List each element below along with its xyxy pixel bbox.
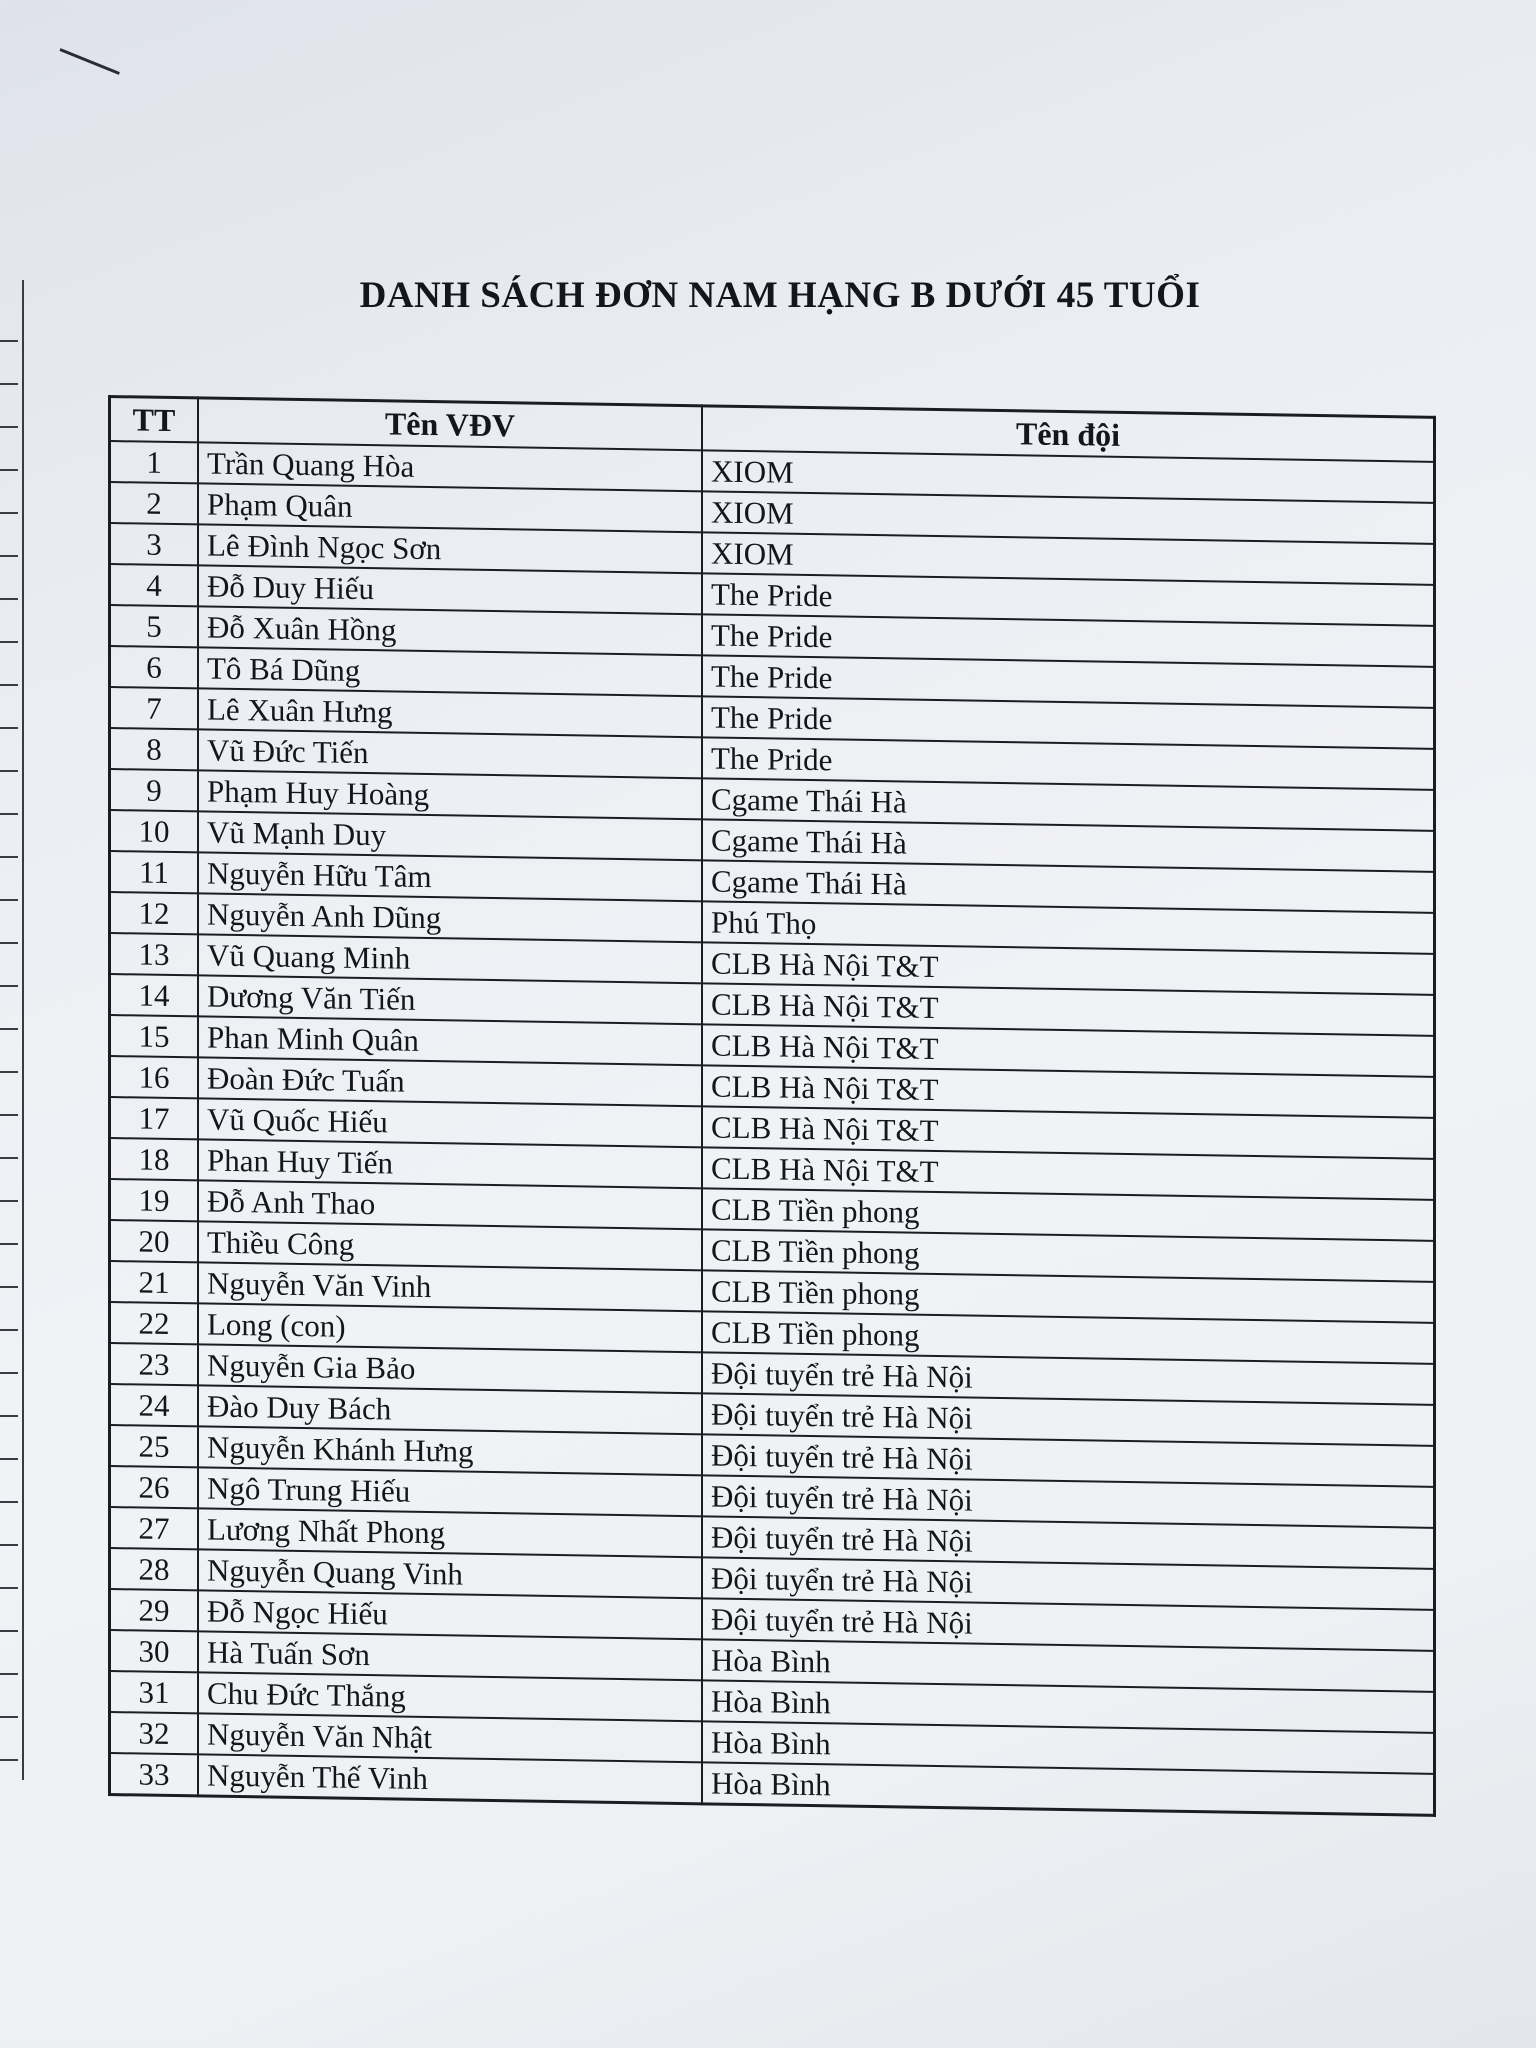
row-number: 6	[110, 646, 199, 688]
team-name: CLB Hà Nội T&T	[702, 1024, 1435, 1077]
team-name: CLB Tiền phong	[702, 1311, 1435, 1364]
athlete-name: Nguyễn Khánh Hưng	[198, 1426, 702, 1475]
row-number: 7	[110, 687, 199, 729]
edge-tick	[0, 555, 18, 557]
athlete-name: Đỗ Anh Thao	[198, 1180, 702, 1229]
athlete-name: Vũ Quang Minh	[198, 934, 702, 983]
row-number: 2	[110, 482, 199, 524]
team-name: Hòa Bình	[702, 1639, 1435, 1692]
edge-tick	[0, 598, 18, 600]
roster-table-wrapper	[108, 395, 1436, 1817]
athlete-name: Nguyễn Văn Nhật	[198, 1713, 702, 1762]
team-name: Đội tuyển trẻ Hà Nội	[702, 1557, 1435, 1610]
edge-tick	[0, 856, 18, 858]
row-number: 19	[110, 1179, 199, 1221]
row-number: 24	[110, 1384, 199, 1426]
athlete-name: Lê Xuân Hưng	[198, 688, 702, 737]
athlete-name: Đỗ Xuân Hồng	[198, 606, 702, 655]
team-name: The Pride	[702, 573, 1435, 626]
header-tt: TT	[110, 397, 199, 443]
edge-tick	[0, 684, 18, 686]
edge-tick	[0, 1114, 18, 1116]
edge-tick	[0, 1200, 18, 1202]
athlete-name: Vũ Mạnh Duy	[198, 811, 702, 860]
edge-tick	[0, 1243, 18, 1245]
edge-tick	[0, 1716, 18, 1718]
row-number: 32	[110, 1712, 199, 1754]
team-name: Cgame Thái Hà	[702, 778, 1435, 831]
edge-tick	[0, 1372, 18, 1374]
athlete-name: Nguyễn Văn Vinh	[198, 1262, 702, 1311]
team-name: Đội tuyển trẻ Hà Nội	[702, 1475, 1435, 1528]
athlete-name: Đào Duy Bách	[198, 1385, 702, 1434]
row-number: 13	[110, 933, 199, 975]
edge-tick	[0, 1028, 18, 1030]
row-number: 33	[110, 1753, 199, 1796]
row-number: 29	[110, 1589, 199, 1631]
row-number: 26	[110, 1466, 199, 1508]
row-number: 16	[110, 1056, 199, 1098]
edge-tick	[0, 813, 18, 815]
athlete-name: Vũ Quốc Hiếu	[198, 1098, 702, 1147]
team-name: Đội tuyển trẻ Hà Nội	[702, 1516, 1435, 1569]
row-number: 25	[110, 1425, 199, 1467]
row-number: 1	[110, 441, 199, 483]
edge-tick	[0, 1673, 18, 1675]
team-name: CLB Hà Nội T&T	[702, 1065, 1435, 1118]
team-name: XIOM	[702, 532, 1435, 585]
edge-tick	[0, 1501, 18, 1503]
edge-tick	[0, 383, 18, 385]
athlete-name: Nguyễn Hữu Tâm	[198, 852, 702, 901]
edge-tick	[0, 1329, 18, 1331]
athlete-name: Phan Huy Tiến	[198, 1139, 702, 1188]
athlete-name: Thiều Công	[198, 1221, 702, 1270]
team-name: Đội tuyển trẻ Hà Nội	[702, 1598, 1435, 1651]
header-team-name: Tên đội	[702, 406, 1435, 462]
header-athlete-name: Tên VĐV	[198, 398, 702, 450]
edge-tick	[0, 1544, 18, 1546]
edge-tick	[0, 340, 18, 342]
row-number: 23	[110, 1343, 199, 1385]
row-number: 10	[110, 810, 199, 852]
row-number: 3	[110, 523, 199, 565]
edge-tick	[0, 1071, 18, 1073]
team-name: XIOM	[702, 450, 1435, 503]
row-number: 18	[110, 1138, 199, 1180]
team-name: Đội tuyển trẻ Hà Nội	[702, 1352, 1435, 1405]
row-number: 20	[110, 1220, 199, 1262]
athlete-name: Chu Đức Thắng	[198, 1672, 702, 1721]
athlete-name: Phạm Quân	[198, 483, 702, 532]
row-number: 27	[110, 1507, 199, 1549]
athlete-name: Trần Quang Hòa	[198, 442, 702, 491]
edge-tick	[0, 1587, 18, 1589]
athlete-name: Nguyễn Thế Vinh	[198, 1754, 702, 1803]
row-number: 21	[110, 1261, 199, 1303]
athlete-name: Nguyễn Quang Vinh	[198, 1549, 702, 1598]
team-name: Hòa Bình	[702, 1680, 1435, 1733]
athlete-name: Vũ Đức Tiến	[198, 729, 702, 778]
team-name: Phú Thọ	[702, 901, 1435, 954]
team-name: The Pride	[702, 696, 1435, 749]
team-name: CLB Tiền phong	[702, 1270, 1435, 1323]
athlete-name: Hà Tuấn Sơn	[198, 1631, 702, 1680]
row-number: 15	[110, 1015, 199, 1057]
athlete-name: Ngô Trung Hiếu	[198, 1467, 702, 1516]
edge-tick	[0, 1415, 18, 1417]
team-name: CLB Tiền phong	[702, 1188, 1435, 1241]
edge-tick	[0, 1630, 18, 1632]
edge-tick	[0, 512, 18, 514]
team-name: CLB Tiền phong	[702, 1229, 1435, 1282]
row-number: 22	[110, 1302, 199, 1344]
edge-tick	[0, 727, 18, 729]
athlete-name: Đỗ Duy Hiếu	[198, 565, 702, 614]
team-name: The Pride	[702, 737, 1435, 790]
edge-tick	[0, 426, 18, 428]
team-name: Hòa Bình	[702, 1721, 1435, 1774]
athlete-name: Đỗ Ngọc Hiếu	[198, 1590, 702, 1639]
athlete-name: Phạm Huy Hoàng	[198, 770, 702, 819]
team-name: CLB Hà Nội T&T	[702, 1147, 1435, 1200]
team-name: XIOM	[702, 491, 1435, 544]
team-name: Cgame Thái Hà	[702, 860, 1435, 913]
row-number: 31	[110, 1671, 199, 1713]
athlete-name: Lương Nhất Phong	[198, 1508, 702, 1557]
edge-tick	[0, 942, 18, 944]
athlete-name: Phan Minh Quân	[198, 1016, 702, 1065]
row-number: 4	[110, 564, 199, 606]
athlete-name: Tô Bá Dũng	[198, 647, 702, 696]
team-name: Đội tuyển trẻ Hà Nội	[702, 1434, 1435, 1487]
athlete-name: Long (con)	[198, 1303, 702, 1352]
team-name: Hòa Bình	[702, 1762, 1435, 1815]
row-number: 17	[110, 1097, 199, 1139]
team-name: The Pride	[702, 614, 1435, 667]
edge-tick	[0, 1759, 18, 1761]
team-name: Đội tuyển trẻ Hà Nội	[702, 1393, 1435, 1446]
row-number: 8	[110, 728, 199, 770]
athlete-name: Lê Đình Ngọc Sơn	[198, 524, 702, 573]
row-number: 14	[110, 974, 199, 1016]
edge-tick	[0, 1286, 18, 1288]
row-number: 30	[110, 1630, 199, 1672]
edge-tick	[0, 985, 18, 987]
row-number: 9	[110, 769, 199, 811]
row-number: 28	[110, 1548, 199, 1590]
edge-tick	[0, 899, 18, 901]
row-number: 12	[110, 892, 199, 934]
underlying-page-edge	[0, 280, 24, 1780]
athlete-name: Nguyễn Anh Dũng	[198, 893, 702, 942]
row-number: 11	[110, 851, 199, 893]
athlete-name: Đoàn Đức Tuấn	[198, 1057, 702, 1106]
team-name: CLB Hà Nội T&T	[702, 942, 1435, 995]
athlete-name: Dương Văn Tiến	[198, 975, 702, 1024]
edge-tick	[0, 770, 18, 772]
edge-tick	[0, 641, 18, 643]
pen-mark	[59, 48, 119, 75]
team-name: CLB Hà Nội T&T	[702, 983, 1435, 1036]
team-name: Cgame Thái Hà	[702, 819, 1435, 872]
athlete-name: Nguyễn Gia Bảo	[198, 1344, 702, 1393]
edge-tick	[0, 469, 18, 471]
edge-tick	[0, 1458, 18, 1460]
row-number: 5	[110, 605, 199, 647]
document-title: DANH SÁCH ĐƠN NAM HẠNG B DƯỚI 45 TUỔI	[359, 275, 1201, 316]
roster-table	[108, 395, 1436, 1817]
edge-tick	[0, 1157, 18, 1159]
team-name: CLB Hà Nội T&T	[702, 1106, 1435, 1159]
team-name: The Pride	[702, 655, 1435, 708]
